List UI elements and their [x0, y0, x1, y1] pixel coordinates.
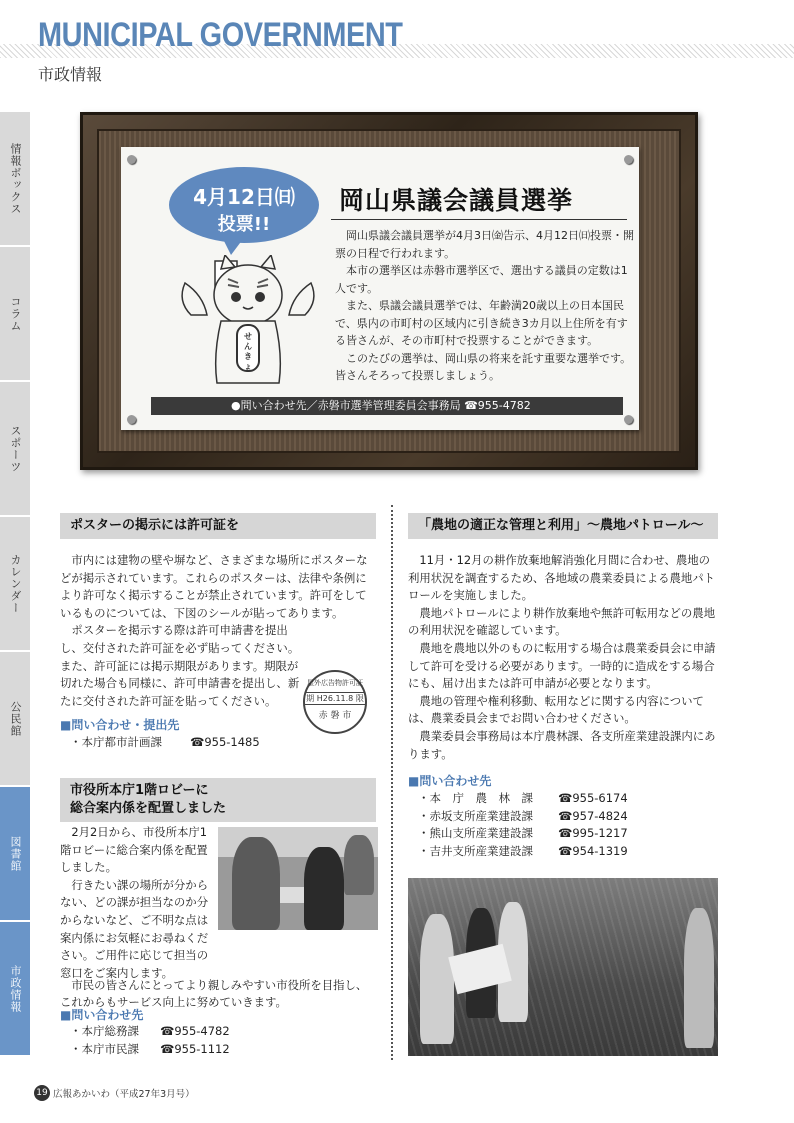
- contact-row: ・吉井支所産業建設課 ☎954-1319: [418, 843, 628, 861]
- tab-sports[interactable]: スポーツ: [0, 382, 30, 517]
- tab-column[interactable]: コラム: [0, 247, 30, 382]
- election-contact-bar: ●問い合わせ先／赤磐市選挙管理委員会事務局 ☎955-4782: [151, 397, 623, 415]
- contact-row: ・本庁都市計画課 ☎955-1485: [70, 734, 260, 752]
- election-paragraph: このたびの選挙は、岡山県の将来を託す重要な選挙です。皆さんそろって投票しましょう。: [335, 351, 632, 382]
- svg-text:せ: せ: [244, 332, 252, 341]
- contact-row: ・本庁総務課 ☎955-4782: [70, 1023, 230, 1041]
- phone-number: ☎954-1319: [558, 843, 628, 858]
- pin-icon: [127, 415, 136, 424]
- phone-number: ☎955-6174: [558, 791, 628, 805]
- election-body: [335, 227, 635, 385]
- page-footer: [34, 1085, 195, 1101]
- lobby-photo: [218, 827, 378, 930]
- tab-library[interactable]: 図書館: [0, 787, 30, 922]
- side-tab-bar: [0, 112, 30, 1057]
- seal-date-band: 期 H26.11.8 限: [306, 694, 364, 703]
- pin-icon: [624, 155, 633, 164]
- contact-row: ・赤坂支所産業建設課 ☎957-4824: [418, 808, 628, 826]
- lobby-paragraph: 行きたい課の場所が分からない、どの課が担当なのか分からないなど、ご不明な点は案内係にお気軽にお尋ねください。ご用件に応じて担当の窓口をご案内します。: [60, 877, 209, 980]
- notice-paper: [121, 147, 639, 430]
- poster-paragraph: 市内には建物の壁や塀など、さまざまな場所にポスターなどが掲示されています。これらのポスターは、法律や条例により許可なく掲示することが禁止されています。許可をしているものについては、下図のシールが貼ってあります。: [60, 553, 368, 620]
- column-divider: [391, 505, 393, 1060]
- phone-number: ☎957-4824: [558, 808, 628, 823]
- bubble-vote: 投票!!: [217, 214, 271, 235]
- farmland-paragraph: 11月・12月の耕作放棄地解消強化月間に合わせ、農地の利用状況を調査するため、各地域の農業委員による農地パトロールを実施しました。: [408, 553, 715, 603]
- election-paragraph: 本市の選挙区は赤磐市選挙区で、選出する議員の定数は1人です。: [335, 264, 628, 295]
- seal-top-text: 屋外広告物許可証: [307, 679, 363, 687]
- vote-date-bubble: [169, 167, 319, 243]
- farmland-patrol-photo: [408, 878, 718, 1056]
- lobby-paragraph: 2月2日から、市役所本庁1階ロビーに総合案内係を配置しました。: [60, 825, 208, 875]
- lobby-heading: 市役所本庁1階ロビーに 総合案内係を配置しました: [60, 778, 376, 822]
- farmland-paragraph: 農地パトロールにより耕作放棄地や無許可転用などの農地の利用状況を確認しています。: [408, 605, 716, 638]
- tab-info-box[interactable]: 情報ボックス: [0, 112, 30, 247]
- phone-number: ☎995-1217: [558, 826, 628, 840]
- svg-text:き: き: [244, 352, 252, 361]
- contact-row: ・本 庁 農 林 課 ☎955-6174: [418, 790, 628, 808]
- farmland-body: [408, 552, 718, 763]
- phone-number: ☎955-1112: [160, 1041, 230, 1056]
- lobby-paragraph: 市民の皆さんにとってより親しみやすい市役所を目指し、これからもサービス向上に努めていきます。: [60, 977, 368, 1010]
- svg-text:ょ: ょ: [244, 362, 252, 371]
- bubble-date: 4月12日㈰: [193, 185, 295, 209]
- poster-paragraph: ポスターを掲示する際は許可申請書を提出し、交付された許可証を必ず貼ってください。また、許可証には掲示期限があります。期限が切れた場合も同様に、許可申請書を提出し、新たに交付された許可証を貼ってください。: [60, 623, 300, 708]
- poster-inquiry-label: ■問い合わせ・提出先: [60, 718, 180, 732]
- svg-text:ん: ん: [244, 342, 252, 351]
- tab-community-center[interactable]: 公民館: [0, 652, 30, 787]
- pin-icon: [127, 155, 136, 164]
- phone-number: ☎955-1485: [190, 735, 260, 749]
- bubble-tail: [223, 239, 243, 255]
- tab-municipal-info[interactable]: 市政情報: [0, 922, 30, 1057]
- page-header-subtitle: 市政情報: [38, 65, 103, 84]
- contact-row: ・熊山支所産業建設課 ☎995-1217: [418, 825, 628, 843]
- farmland-paragraph: 農業委員会事務局は本庁農林課、各支所産業建設課内にあります。: [408, 728, 716, 761]
- tab-calendar[interactable]: カレンダー: [0, 517, 30, 652]
- title-divider: [331, 219, 627, 220]
- lobby-contacts: [70, 1023, 230, 1058]
- farmland-paragraph: 農地の管理や権利移動、転用などに関する内容については、農業委員会までお問い合わせください。: [408, 693, 704, 726]
- election-paragraph: 岡山県議会議員選挙が4月3日㈮告示、4月12日㈰投票・開票の日程で行われます。: [335, 229, 634, 260]
- election-notice-board: [80, 112, 698, 470]
- pin-icon: [624, 415, 633, 424]
- farmland-heading: 「農地の適正な管理と利用」〜農地パトロール〜: [408, 513, 718, 539]
- poster-contacts: [70, 734, 260, 752]
- publication-name: 広報あかいわ（平成27年3月号）: [53, 1089, 195, 1100]
- election-title: 岡山県議会議員選挙: [339, 186, 574, 215]
- election-paragraph: また、県議会議員選挙では、年齢満20歳以上の日本国民で、県内の市町村の区域内に引き続き3カ月以上住所を有する皆さんが、その市町村で投票することができます。: [335, 299, 628, 347]
- phone-number: ☎955-4782: [160, 1024, 230, 1038]
- mascot-cat-illustration: [173, 255, 323, 387]
- permit-sticker-seal: [303, 670, 367, 734]
- contact-row: ・本庁市民課 ☎955-1112: [70, 1041, 230, 1059]
- farmland-inquiry-label: ■問い合わせ先: [408, 774, 492, 788]
- seal-bottom-text: 赤 磐 市: [318, 711, 352, 721]
- page-number: 19: [34, 1085, 50, 1101]
- page-header-title: MUNICIPAL GOVERNMENT: [38, 16, 403, 54]
- farmland-paragraph: 農地を農地以外のものに転用する場合は農業委員会に申請して許可を受ける必要があります。一時的に造成をする場合にも、届け出または許可申請が必要となります。: [408, 640, 716, 691]
- farmland-contacts: [418, 790, 628, 860]
- lobby-inquiry-label: ■問い合わせ先: [60, 1008, 144, 1022]
- poster-heading: ポスターの掲示には許可証を: [60, 513, 376, 539]
